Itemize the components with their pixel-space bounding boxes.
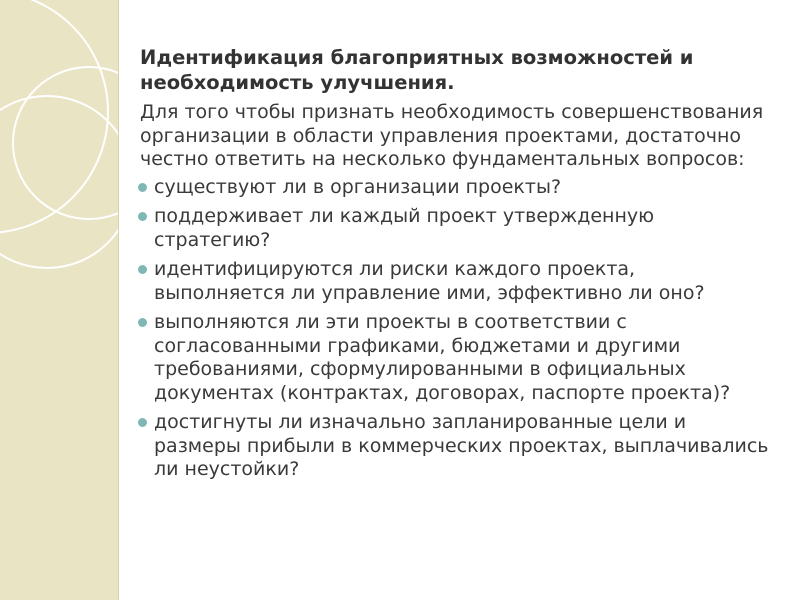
- list-item: [140, 311, 770, 405]
- bullet-dot-icon: [138, 212, 147, 221]
- slide-content: [140, 45, 770, 488]
- list-item-text: поддерживает ли каждый проект утвержденную стратегию?: [154, 205, 655, 251]
- list-item-text: идентифицируются ли риски каждого проекта, выполняется ли управление ими, эффективно ли оно?: [154, 258, 705, 304]
- list-item: [140, 176, 770, 200]
- list-item: [140, 205, 770, 252]
- bullet-dot-icon: [138, 418, 147, 427]
- decorative-side-panel: [0, 0, 118, 600]
- intro-paragraph: Для того чтобы признать необходимость совершенствования организации в области управления проектами, достаточно честно ответить на несколько фундаментальных вопросов:: [140, 101, 764, 170]
- list-item: [140, 411, 770, 482]
- bullet-dot-icon: [138, 318, 147, 327]
- list-item-text: выполняются ли эти проекты в соответствии с согласованными графиками, бюджетами и другими требованиями, сформулированными в официальных документах (контрактах, договорах, паспорте проекта)?: [154, 311, 731, 404]
- question-list: [140, 176, 770, 482]
- slide-title: Идентификация благоприятных возможностей и необходимость улучшения.: [140, 46, 694, 94]
- list-item: [140, 258, 770, 305]
- bullet-dot-icon: [138, 265, 147, 274]
- list-item-text: достигнуты ли изначально запланированные цели и размеры прибыли в коммерческих проектах, выплачивались ли неустойки?: [154, 411, 769, 480]
- list-item-text: существуют ли в организации проекты?: [154, 175, 562, 198]
- panel-divider: [118, 0, 119, 600]
- bullet-dot-icon: [138, 183, 147, 192]
